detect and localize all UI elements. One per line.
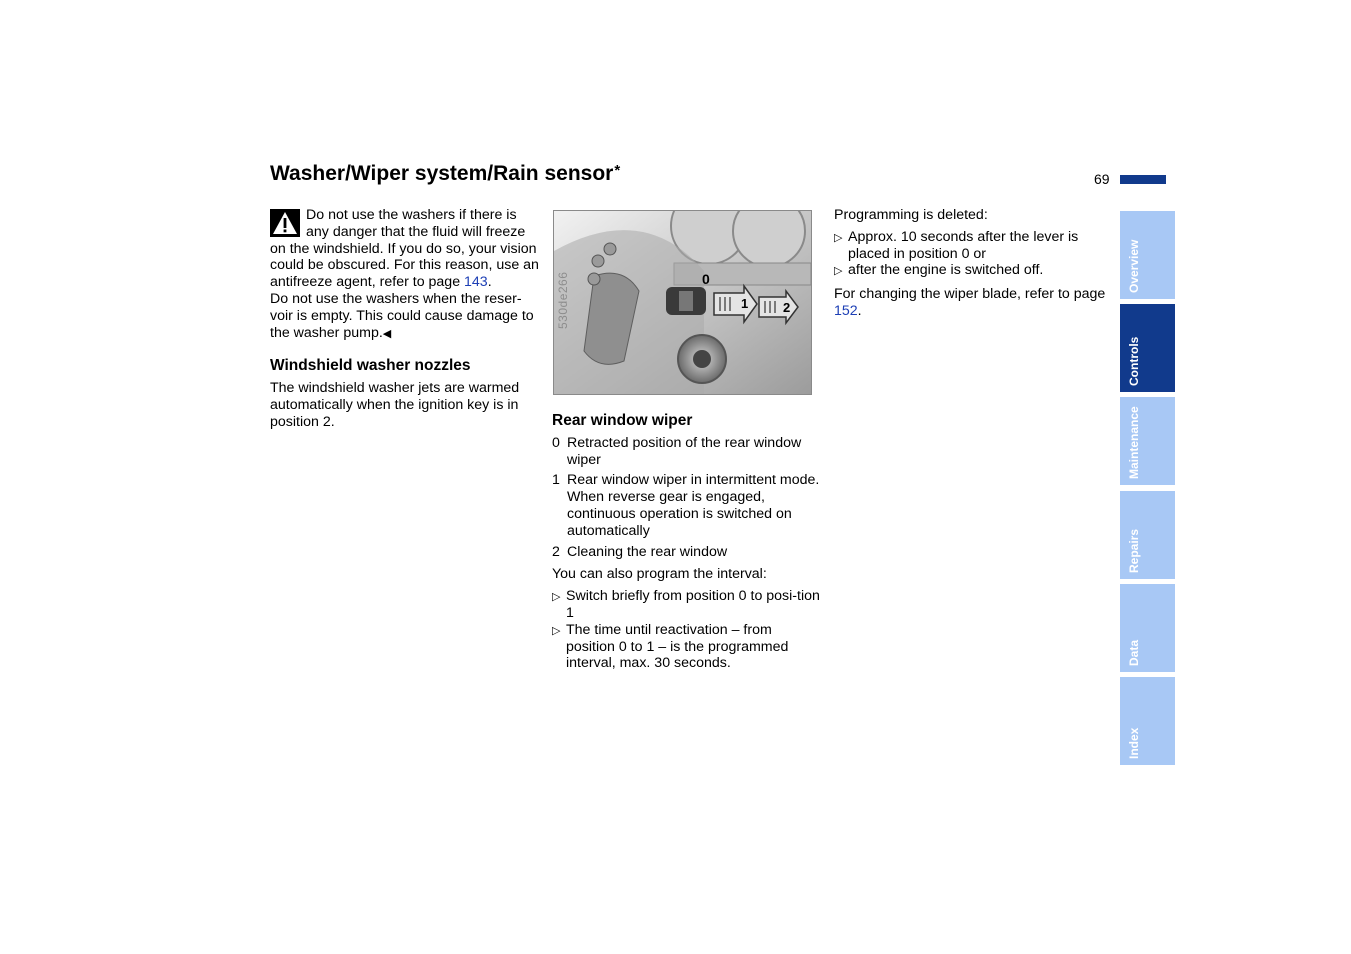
bullet-item: ▷ The time until reactivation – from position 0 to 1 – is the programmed interval, max. 30 seconds. bbox=[552, 621, 789, 672]
warning-paragraph: Do not use the washers if there is any danger that the fluid will freeze on the windshield. If you do so, your vision could be obscured. For this reason, use an antifreeze agent, refer to page 143. Do not use the washers when the reser-voir is empty. This could cause damage to the washer pump.◀ bbox=[270, 207, 539, 341]
deleted-intro: Programming is deleted: bbox=[834, 207, 988, 223]
section-heading-rear-wiper: Rear window wiper bbox=[552, 412, 693, 429]
warning-icon bbox=[270, 209, 300, 237]
tab-index[interactable]: Index bbox=[1120, 677, 1175, 765]
bullet-item: ▷ Switch briefly from position 0 to posi-tion 1 bbox=[552, 588, 820, 621]
figure-code: 530de266 bbox=[556, 271, 570, 329]
column-left bbox=[270, 207, 542, 431]
program-intro: You can also program the interval: bbox=[552, 566, 767, 583]
page-number: 69 bbox=[1094, 171, 1110, 187]
wiper-lever-illustration bbox=[553, 210, 812, 395]
column-middle bbox=[552, 413, 824, 672]
bullet-triangle-icon: ▷ bbox=[834, 231, 843, 244]
tab-overview[interactable]: Overview bbox=[1120, 211, 1175, 299]
list-item: 0 Retracted position of the rear window wiper bbox=[552, 434, 802, 468]
bullet-triangle-icon: ▷ bbox=[552, 624, 561, 637]
steering-column-drawing bbox=[554, 211, 811, 394]
tab-data[interactable]: Data bbox=[1120, 584, 1175, 672]
tab-maintenance[interactable]: Maintenance bbox=[1120, 397, 1175, 485]
page-number-bar bbox=[1120, 175, 1166, 184]
position-label-1: 1 bbox=[741, 296, 749, 311]
position-label-0: 0 bbox=[702, 271, 710, 287]
bullet-item: ▷ Approx. 10 seconds after the lever is placed in position 0 or bbox=[834, 228, 1079, 262]
bullet-triangle-icon: ▷ bbox=[552, 591, 561, 604]
tab-repairs[interactable]: Repairs bbox=[1120, 491, 1175, 579]
wiper-blade-text: For changing the wiper blade, refer to page 152. bbox=[834, 286, 1106, 319]
position-label-2: 2 bbox=[783, 300, 791, 315]
page-link-143[interactable]: 143 bbox=[464, 274, 488, 291]
page-title: Washer/Wiper system/Rain sensor* bbox=[270, 162, 621, 185]
optional-equipment-star: * bbox=[614, 162, 621, 179]
section-heading-washer-nozzles: Windshield washer nozzles bbox=[270, 357, 471, 375]
page-link-152[interactable]: 152 bbox=[834, 302, 858, 319]
bullet-triangle-icon: ▷ bbox=[834, 265, 843, 278]
tab-controls[interactable]: Controls bbox=[1120, 304, 1175, 392]
list-item: 1 Rear window wiper in intermittent mode. When reverse gear is engaged, continuous operation is switched on automatically bbox=[552, 472, 820, 539]
list-item: 2 Cleaning the rear window bbox=[552, 543, 728, 560]
column-right bbox=[834, 207, 1106, 320]
end-mark-icon: ◀ bbox=[382, 327, 392, 340]
washer-nozzles-text: The windshield washer jets are warmed automatically when the ignition key is in position 2. bbox=[270, 380, 520, 430]
bullet-item: ▷ after the engine is switched off. bbox=[834, 262, 1044, 279]
